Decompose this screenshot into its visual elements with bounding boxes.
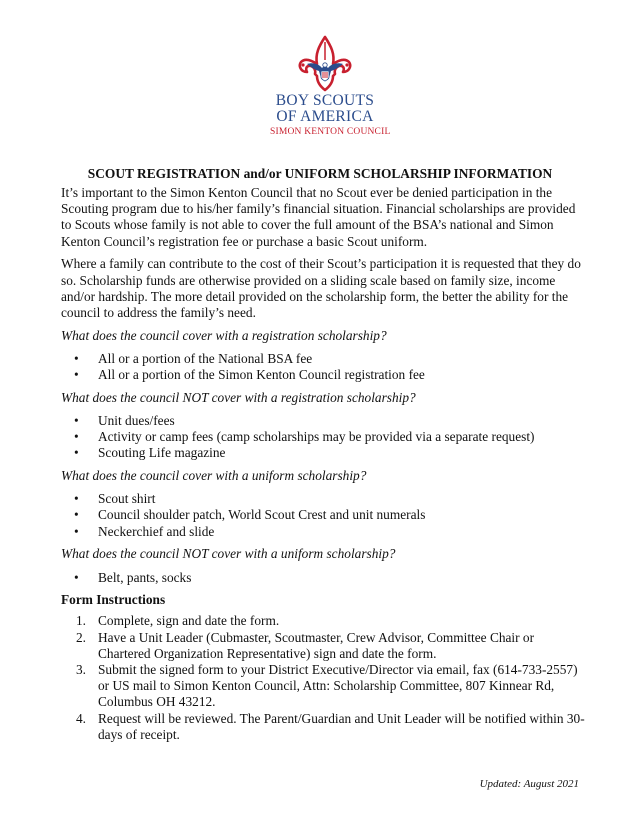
updated-date: Updated: August 2021: [479, 778, 579, 790]
registration-not-cover-list: [61, 413, 586, 462]
form-instructions-list: [61, 613, 586, 743]
instruction-step: [61, 662, 586, 711]
uniform-cover-question: What does the council cover with a uniform scholarship?: [61, 468, 367, 484]
step-number: 1.: [76, 613, 87, 629]
registration-cover-list: [61, 351, 586, 383]
uniform-not-cover-list: [61, 570, 586, 586]
logo-council-name: SIMON KENTON COUNCIL: [270, 127, 391, 137]
form-instructions-heading: Form Instructions: [61, 592, 166, 608]
step-number: 3.: [76, 662, 87, 678]
logo-text-line1: BOY SCOUTS: [275, 92, 375, 109]
list-item: • Scout shirt: [61, 491, 586, 507]
list-item: • Council shoulder patch, World Scout Crest and unit numerals: [61, 507, 586, 523]
list-item: • Neckerchief and slide: [61, 524, 586, 540]
step-text: Request will be reviewed. The Parent/Guardian and Unit Leader will be notified within 30-days of receipt.: [98, 710, 585, 742]
step-text: Have a Unit Leader (Cubmaster, Scoutmaster, Crew Advisor, Committee Chair or Chartered Organization Representative) sign and date the form.: [98, 629, 535, 661]
instruction-step: [61, 613, 586, 629]
instruction-step: [61, 711, 586, 743]
list-item: • Unit dues/fees: [61, 413, 586, 429]
registration-not-cover-question: What does the council NOT cover with a registration scholarship?: [61, 389, 416, 405]
list-item: • Scouting Life magazine: [61, 445, 586, 461]
list-item: • Activity or camp fees (camp scholarships may be provided via a separate request): [61, 429, 586, 445]
step-text: Complete, sign and date the form.: [98, 613, 280, 629]
logo-text-line2: OF AMERICA: [276, 108, 374, 125]
list-item: • All or a portion of the National BSA fee: [61, 351, 586, 367]
contribution-paragraph: Where a family can contribute to the cost of their Scout’s participation it is requested that they do so. Scholarship funds are otherwise provided on a sliding scale based on family size, income and/or hardship. The more detail provided on the scholarship form, the better the ability for the council to address the family’s need.: [61, 256, 581, 320]
registration-cover-question: What does the council cover with a registration scholarship?: [61, 327, 387, 343]
list-item: • Belt, pants, socks: [61, 570, 586, 586]
step-number: 4.: [76, 710, 87, 726]
list-item: • All or a portion of the Simon Kenton Council registration fee: [61, 367, 586, 383]
page-title: SCOUT REGISTRATION and/or UNIFORM SCHOLARSHIP INFORMATION: [87, 166, 553, 181]
step-number: 2.: [76, 629, 87, 645]
bsa-logo: [270, 34, 391, 138]
instruction-step: [61, 630, 586, 662]
uniform-not-cover-question: What does the council NOT cover with a uniform scholarship?: [61, 546, 396, 562]
uniform-cover-list: [61, 491, 586, 540]
fleur-de-lis-icon: [295, 34, 355, 92]
intro-paragraph: It’s important to the Simon Kenton Council that no Scout ever be denied participation in the Scouting program due to his/her family’s financial situation. Financial scholarships are provided to Scouts whose family is not able to cover the full amount of the BSA’s national and Simon Kenton Council’s registration fee or purchase a basic Scout uniform.: [61, 185, 576, 249]
document-body: [61, 185, 586, 743]
step-text: Submit the signed form to your District Executive/Director via email, fax (614-733-2557) or US mail to Simon Kenton Council, Attn: Scholarship Committee, 807 Kinnear Rd, Columbus OH 43212.: [98, 662, 578, 710]
